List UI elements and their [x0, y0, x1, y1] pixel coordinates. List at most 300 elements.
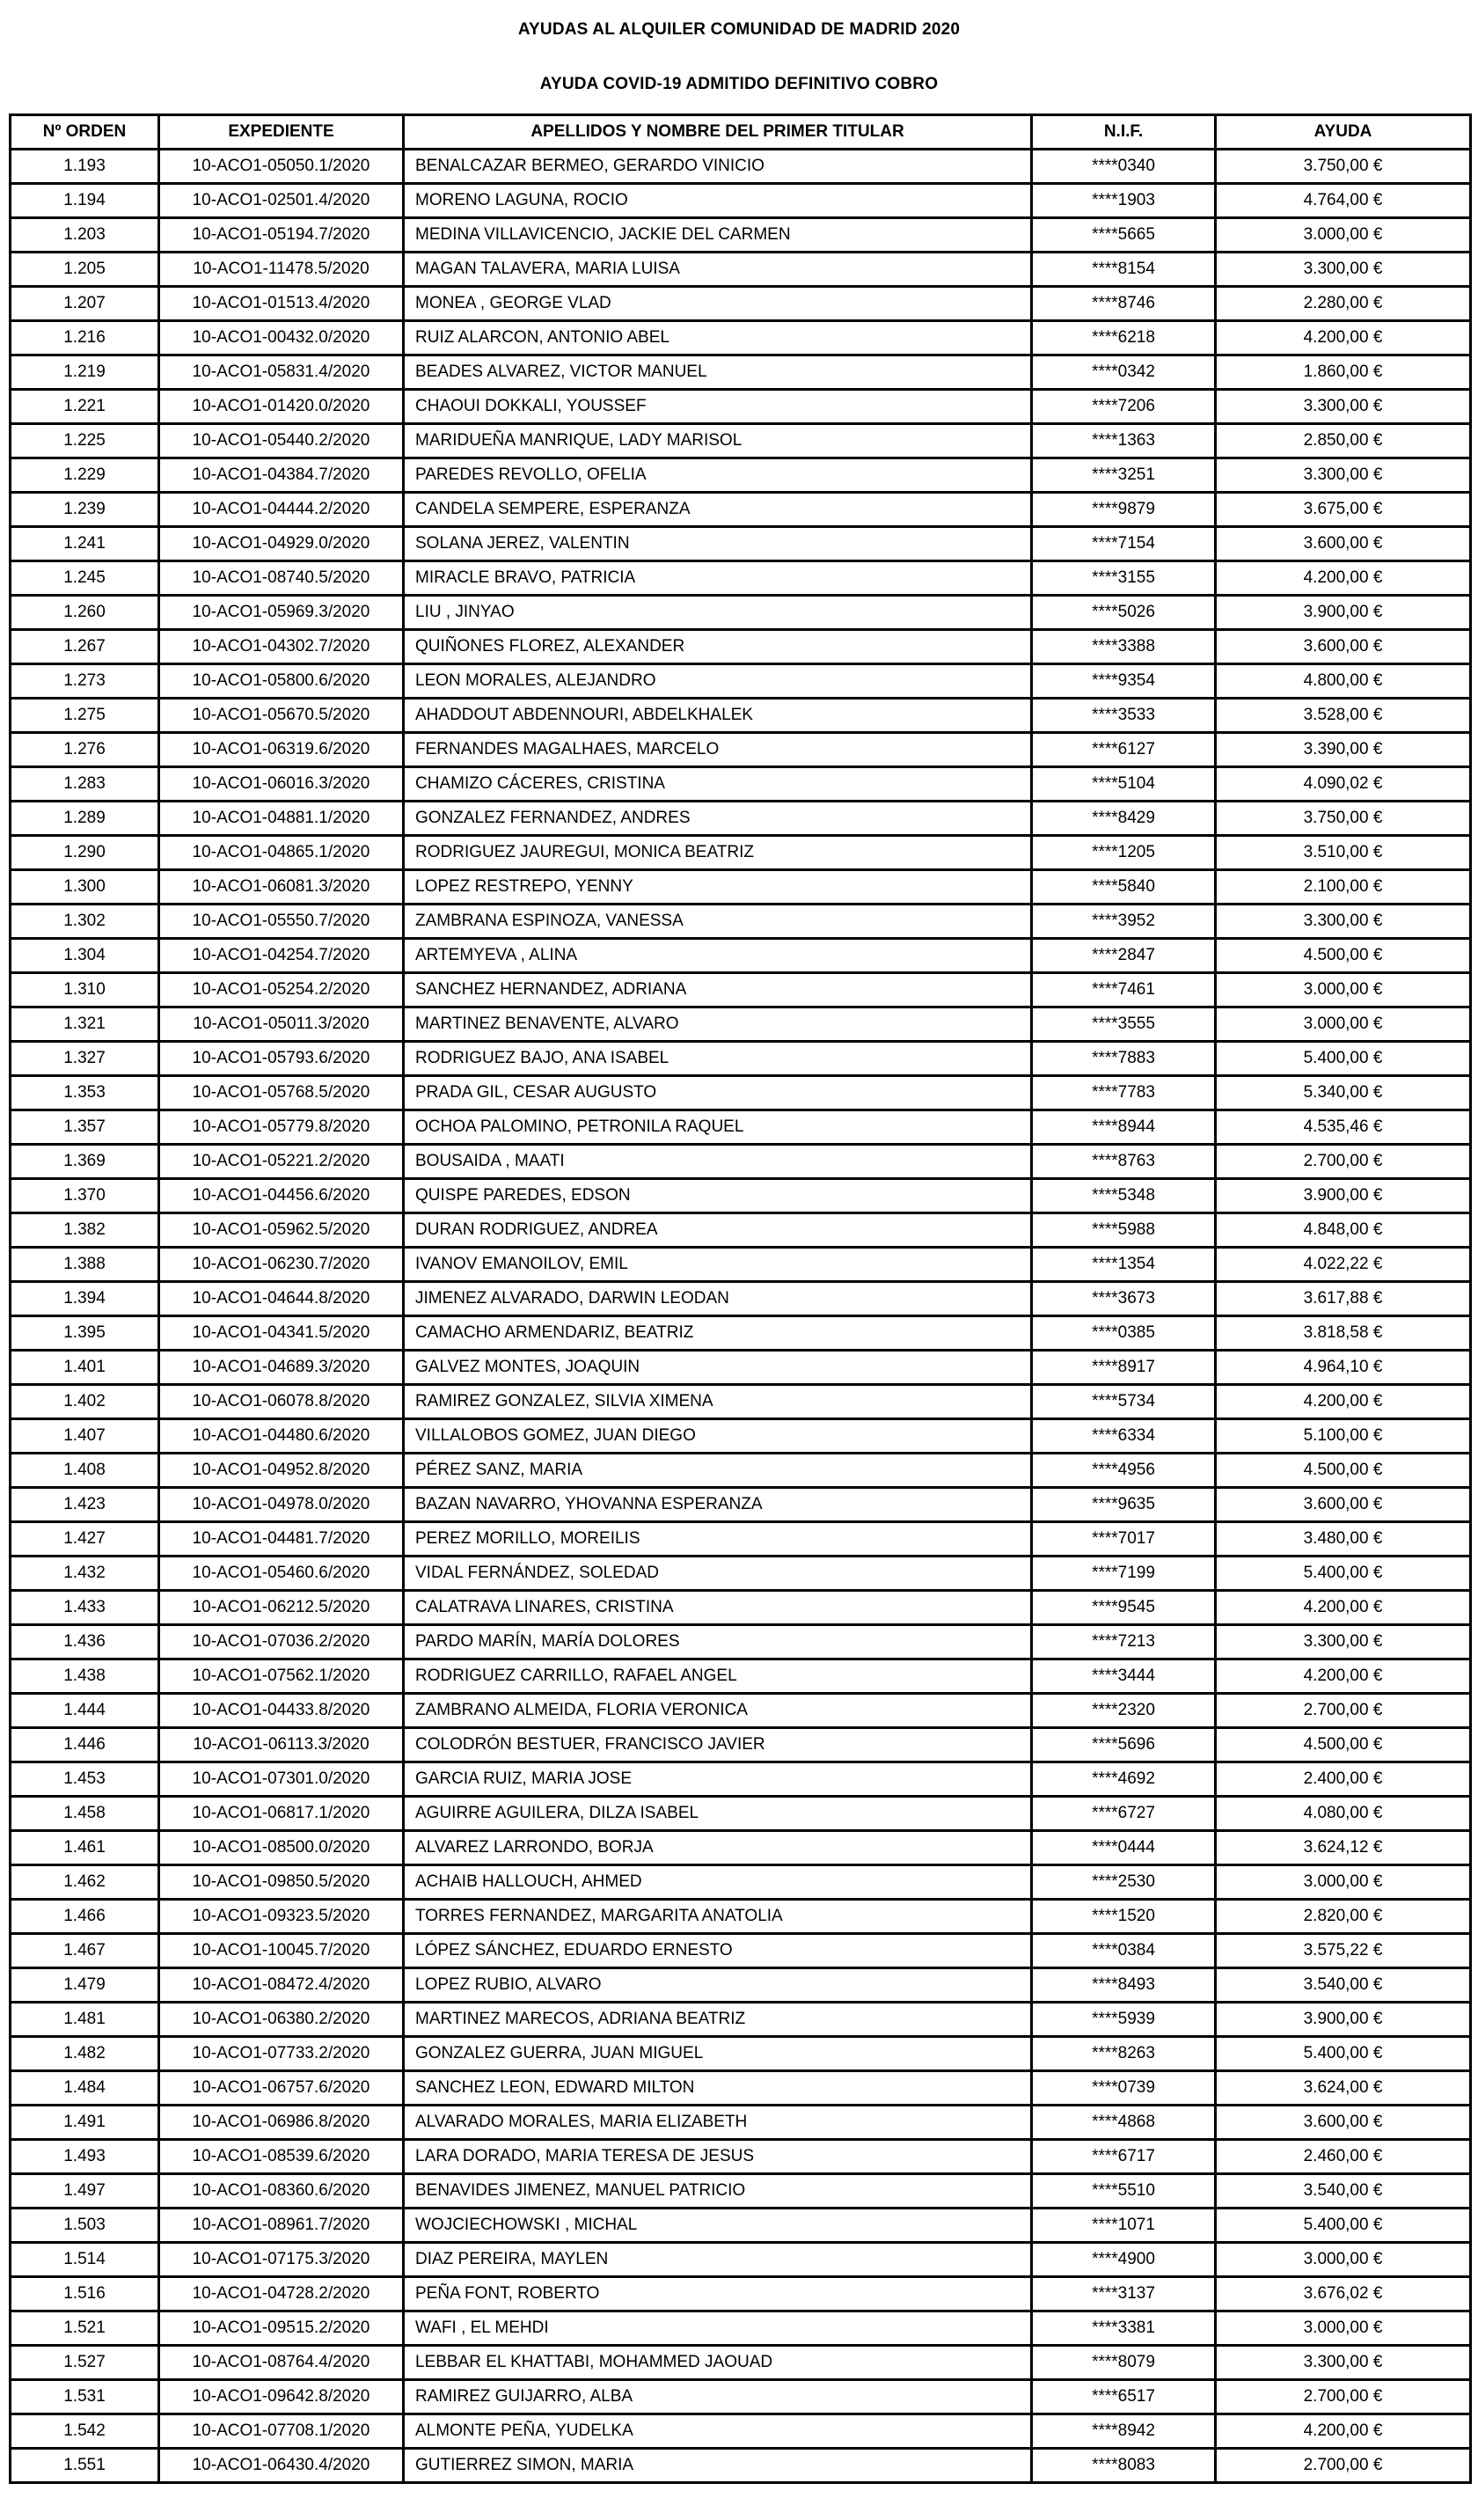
- cell-name: GUTIERREZ SIMON, MARIA: [404, 2449, 1032, 2483]
- cell-nif: ****0444: [1032, 1831, 1216, 1865]
- cell-expediente: 10-ACO1-09515.2/2020: [159, 2311, 404, 2346]
- cell-ayuda: 4.500,00 €: [1216, 1454, 1471, 1488]
- cell-name: ARTEMYEVA , ALINA: [404, 939, 1032, 973]
- cell-num-orden: 1.327: [11, 1042, 159, 1076]
- cell-name: SANCHEZ HERNANDEZ, ADRIANA: [404, 973, 1032, 1007]
- table-row: [11, 493, 1471, 527]
- cell-ayuda: 3.818,58 €: [1216, 1316, 1471, 1351]
- cell-name: LARA DORADO, MARIA TERESA DE JESUS: [404, 2140, 1032, 2174]
- cell-ayuda: 3.000,00 €: [1216, 1007, 1471, 1042]
- cell-expediente: 10-ACO1-06212.5/2020: [159, 1591, 404, 1625]
- cell-nif: ****9879: [1032, 493, 1216, 527]
- cell-nif: ****8944: [1032, 1110, 1216, 1145]
- cell-expediente: 10-ACO1-07708.1/2020: [159, 2414, 404, 2449]
- table-row: [11, 1076, 1471, 1110]
- cell-nif: ****0342: [1032, 355, 1216, 390]
- cell-expediente: 10-ACO1-05460.6/2020: [159, 1557, 404, 1591]
- cell-num-orden: 1.493: [11, 2140, 159, 2174]
- cell-nif: ****7213: [1032, 1625, 1216, 1659]
- cell-ayuda: 5.340,00 €: [1216, 1076, 1471, 1110]
- cell-ayuda: 4.500,00 €: [1216, 939, 1471, 973]
- page-subtitle: AYUDA COVID-19 ADMITIDO DEFINITIVO COBRO: [539, 75, 939, 93]
- cell-ayuda: 3.300,00 €: [1216, 905, 1471, 939]
- table-row: [11, 1145, 1471, 1179]
- cell-expediente: 10-ACO1-09323.5/2020: [159, 1900, 404, 1934]
- cell-name: DURAN RODRIGUEZ, ANDREA: [404, 1213, 1032, 1248]
- cell-name: FERNANDES MAGALHAES, MARCELO: [404, 733, 1032, 767]
- cell-expediente: 10-ACO1-05793.6/2020: [159, 1042, 404, 1076]
- cell-ayuda: 3.300,00 €: [1216, 1625, 1471, 1659]
- cell-nif: ****1903: [1032, 184, 1216, 218]
- cell-name: BAZAN NAVARRO, YHOVANNA ESPERANZA: [404, 1488, 1032, 1522]
- cell-name: LEBBAR EL KHATTABI, MOHAMMED JAOUAD: [404, 2346, 1032, 2380]
- cell-ayuda: 3.600,00 €: [1216, 1488, 1471, 1522]
- cell-num-orden: 1.300: [11, 870, 159, 905]
- cell-nif: ****5939: [1032, 2003, 1216, 2037]
- cell-name: MARIDUEÑA MANRIQUE, LADY MARISOL: [404, 424, 1032, 458]
- cell-ayuda: 5.400,00 €: [1216, 2037, 1471, 2071]
- table-row: [11, 1213, 1471, 1248]
- cell-nif: ****3137: [1032, 2277, 1216, 2311]
- cell-num-orden: 1.289: [11, 802, 159, 836]
- cell-expediente: 10-ACO1-05221.2/2020: [159, 1145, 404, 1179]
- table-row: [11, 527, 1471, 561]
- cell-ayuda: 2.400,00 €: [1216, 1762, 1471, 1797]
- cell-ayuda: 3.900,00 €: [1216, 1179, 1471, 1213]
- cell-ayuda: 5.400,00 €: [1216, 2209, 1471, 2243]
- table-row: [11, 1007, 1471, 1042]
- table-row: [11, 1351, 1471, 1385]
- cell-nif: ****3533: [1032, 699, 1216, 733]
- cell-expediente: 10-ACO1-05550.7/2020: [159, 905, 404, 939]
- cell-nif: ****1354: [1032, 1248, 1216, 1282]
- cell-name: DIAZ PEREIRA, MAYLEN: [404, 2243, 1032, 2277]
- cell-name: ZAMBRANA ESPINOZA, VANESSA: [404, 905, 1032, 939]
- cell-ayuda: 3.675,00 €: [1216, 493, 1471, 527]
- cell-name: RAMIREZ GUIJARRO, ALBA: [404, 2380, 1032, 2414]
- cell-nif: ****7883: [1032, 1042, 1216, 1076]
- cell-name: ALMONTE PEÑA, YUDELKA: [404, 2414, 1032, 2449]
- table-row: [11, 390, 1471, 424]
- cell-ayuda: 5.400,00 €: [1216, 1557, 1471, 1591]
- table-row: [11, 836, 1471, 870]
- cell-nif: ****7461: [1032, 973, 1216, 1007]
- cell-nif: ****3952: [1032, 905, 1216, 939]
- cell-nif: ****6727: [1032, 1797, 1216, 1831]
- cell-num-orden: 1.229: [11, 458, 159, 493]
- cell-name: LOPEZ RESTREPO, YENNY: [404, 870, 1032, 905]
- cell-num-orden: 1.216: [11, 321, 159, 355]
- cell-expediente: 10-ACO1-01420.0/2020: [159, 390, 404, 424]
- cell-nif: ****5026: [1032, 596, 1216, 630]
- cell-ayuda: 3.510,00 €: [1216, 836, 1471, 870]
- cell-num-orden: 1.302: [11, 905, 159, 939]
- cell-num-orden: 1.241: [11, 527, 159, 561]
- cell-num-orden: 1.207: [11, 287, 159, 321]
- cell-ayuda: 3.480,00 €: [1216, 1522, 1471, 1557]
- cell-ayuda: 3.528,00 €: [1216, 699, 1471, 733]
- cell-name: SOLANA JEREZ, VALENTIN: [404, 527, 1032, 561]
- cell-nif: ****5734: [1032, 1385, 1216, 1419]
- table-row: [11, 1968, 1471, 2003]
- cell-num-orden: 1.461: [11, 1831, 159, 1865]
- cell-nif: ****4692: [1032, 1762, 1216, 1797]
- cell-expediente: 10-ACO1-07036.2/2020: [159, 1625, 404, 1659]
- cell-expediente: 10-ACO1-05768.5/2020: [159, 1076, 404, 1110]
- cell-nif: ****6334: [1032, 1419, 1216, 1454]
- cell-name: GALVEZ MONTES, JOAQUIN: [404, 1351, 1032, 1385]
- cell-nif: ****7154: [1032, 527, 1216, 561]
- cell-nif: ****0340: [1032, 150, 1216, 184]
- cell-name: CALATRAVA LINARES, CRISTINA: [404, 1591, 1032, 1625]
- cell-num-orden: 1.382: [11, 1213, 159, 1248]
- cell-expediente: 10-ACO1-05254.2/2020: [159, 973, 404, 1007]
- cell-nif: ****3673: [1032, 1282, 1216, 1316]
- cell-ayuda: 3.390,00 €: [1216, 733, 1471, 767]
- cell-num-orden: 1.267: [11, 630, 159, 664]
- cell-nif: ****8917: [1032, 1351, 1216, 1385]
- cell-nif: ****9354: [1032, 664, 1216, 699]
- cell-num-orden: 1.497: [11, 2174, 159, 2209]
- cell-ayuda: 3.900,00 €: [1216, 2003, 1471, 2037]
- cell-name: MARTINEZ MARECOS, ADRIANA BEATRIZ: [404, 2003, 1032, 2037]
- table-row: [11, 1797, 1471, 1831]
- cell-ayuda: 2.820,00 €: [1216, 1900, 1471, 1934]
- cell-expediente: 10-ACO1-04456.6/2020: [159, 1179, 404, 1213]
- table-row: [11, 218, 1471, 253]
- cell-num-orden: 1.467: [11, 1934, 159, 1968]
- cell-ayuda: 2.460,00 €: [1216, 2140, 1471, 2174]
- table-row: [11, 1419, 1471, 1454]
- table-row: [11, 767, 1471, 802]
- cell-expediente: 10-ACO1-08961.7/2020: [159, 2209, 404, 2243]
- cell-num-orden: 1.453: [11, 1762, 159, 1797]
- table-row: [11, 1316, 1471, 1351]
- cell-nif: ****8746: [1032, 287, 1216, 321]
- cell-expediente: 10-ACO1-04978.0/2020: [159, 1488, 404, 1522]
- cell-expediente: 10-ACO1-04481.7/2020: [159, 1522, 404, 1557]
- cell-nif: ****5840: [1032, 870, 1216, 905]
- cell-expediente: 10-ACO1-05050.1/2020: [159, 150, 404, 184]
- table-row: [11, 1900, 1471, 1934]
- cell-name: OCHOA PALOMINO, PETRONILA RAQUEL: [404, 1110, 1032, 1145]
- cell-ayuda: 4.022,22 €: [1216, 1248, 1471, 1282]
- table-row: [11, 2037, 1471, 2071]
- cell-expediente: 10-ACO1-05011.3/2020: [159, 1007, 404, 1042]
- cell-expediente: 10-ACO1-04254.7/2020: [159, 939, 404, 973]
- cell-expediente: 10-ACO1-09642.8/2020: [159, 2380, 404, 2414]
- cell-ayuda: 3.000,00 €: [1216, 973, 1471, 1007]
- cell-expediente: 10-ACO1-06817.1/2020: [159, 1797, 404, 1831]
- table-row: [11, 1659, 1471, 1694]
- cell-nif: ****8154: [1032, 253, 1216, 287]
- cell-nif: ****8493: [1032, 1968, 1216, 2003]
- table-row: [11, 287, 1471, 321]
- cell-expediente: 10-ACO1-08500.0/2020: [159, 1831, 404, 1865]
- table-row: [11, 1591, 1471, 1625]
- cell-expediente: 10-ACO1-08539.6/2020: [159, 2140, 404, 2174]
- table-row: [11, 184, 1471, 218]
- cell-num-orden: 1.514: [11, 2243, 159, 2277]
- cell-name: MAGAN TALAVERA, MARIA LUISA: [404, 253, 1032, 287]
- cell-nif: ****8763: [1032, 1145, 1216, 1179]
- cell-num-orden: 1.432: [11, 1557, 159, 1591]
- cell-name: WAFI , EL MEHDI: [404, 2311, 1032, 2346]
- table-row: [11, 2209, 1471, 2243]
- cell-ayuda: 3.600,00 €: [1216, 630, 1471, 664]
- cell-ayuda: 3.540,00 €: [1216, 2174, 1471, 2209]
- cell-expediente: 10-ACO1-07733.2/2020: [159, 2037, 404, 2071]
- cell-nif: ****9545: [1032, 1591, 1216, 1625]
- cell-ayuda: 2.280,00 €: [1216, 287, 1471, 321]
- cell-name: RODRIGUEZ JAUREGUI, MONICA BEATRIZ: [404, 836, 1032, 870]
- cell-num-orden: 1.321: [11, 1007, 159, 1042]
- cell-nif: ****5348: [1032, 1179, 1216, 1213]
- cell-name: RAMIREZ GONZALEZ, SILVIA XIMENA: [404, 1385, 1032, 1419]
- cell-nif: ****5510: [1032, 2174, 1216, 2209]
- cell-name: TORRES FERNANDEZ, MARGARITA ANATOLIA: [404, 1900, 1032, 1934]
- cell-num-orden: 1.310: [11, 973, 159, 1007]
- cell-name: MONEA , GEORGE VLAD: [404, 287, 1032, 321]
- cell-name: GONZALEZ FERNANDEZ, ANDRES: [404, 802, 1032, 836]
- cell-num-orden: 1.194: [11, 184, 159, 218]
- table-row: [11, 561, 1471, 596]
- table-row: [11, 2071, 1471, 2106]
- cell-num-orden: 1.245: [11, 561, 159, 596]
- cell-name: LEON MORALES, ALEJANDRO: [404, 664, 1032, 699]
- cell-expediente: 10-ACO1-06081.3/2020: [159, 870, 404, 905]
- cell-ayuda: 3.300,00 €: [1216, 2346, 1471, 2380]
- cell-expediente: 10-ACO1-05962.5/2020: [159, 1213, 404, 1248]
- cell-nif: ****6717: [1032, 2140, 1216, 2174]
- table-row: [11, 2140, 1471, 2174]
- cell-ayuda: 2.700,00 €: [1216, 2380, 1471, 2414]
- cell-ayuda: 4.080,00 €: [1216, 1797, 1471, 1831]
- cell-expediente: 10-ACO1-00432.0/2020: [159, 321, 404, 355]
- cell-nif: ****3251: [1032, 458, 1216, 493]
- cell-name: JIMENEZ ALVARADO, DARWIN LEODAN: [404, 1282, 1032, 1316]
- cell-name: BENALCAZAR BERMEO, GERARDO VINICIO: [404, 150, 1032, 184]
- table-row: [11, 2311, 1471, 2346]
- cell-nif: ****3555: [1032, 1007, 1216, 1042]
- table-row: [11, 1625, 1471, 1659]
- cell-expediente: 10-ACO1-04728.2/2020: [159, 2277, 404, 2311]
- table-row: [11, 1762, 1471, 1797]
- cell-num-orden: 1.444: [11, 1694, 159, 1728]
- cell-num-orden: 1.388: [11, 1248, 159, 1282]
- cell-num-orden: 1.436: [11, 1625, 159, 1659]
- cell-name: MARTINEZ BENAVENTE, ALVARO: [404, 1007, 1032, 1042]
- cell-expediente: 10-ACO1-04881.1/2020: [159, 802, 404, 836]
- cell-expediente: 10-ACO1-06986.8/2020: [159, 2106, 404, 2140]
- table-row: [11, 150, 1471, 184]
- cell-ayuda: 3.624,12 €: [1216, 1831, 1471, 1865]
- cell-ayuda: 4.200,00 €: [1216, 1659, 1471, 1694]
- cell-nif: ****3388: [1032, 630, 1216, 664]
- cell-name: IVANOV EMANOILOV, EMIL: [404, 1248, 1032, 1282]
- cell-nif: ****2530: [1032, 1865, 1216, 1900]
- cell-num-orden: 1.225: [11, 424, 159, 458]
- cell-nif: ****0739: [1032, 2071, 1216, 2106]
- cell-nif: ****4868: [1032, 2106, 1216, 2140]
- cell-expediente: 10-ACO1-09850.5/2020: [159, 1865, 404, 1900]
- cell-ayuda: 3.540,00 €: [1216, 1968, 1471, 2003]
- cell-expediente: 10-ACO1-04433.8/2020: [159, 1694, 404, 1728]
- cell-name: RODRIGUEZ CARRILLO, RAFAEL ANGEL: [404, 1659, 1032, 1694]
- table-row: [11, 2174, 1471, 2209]
- cell-num-orden: 1.205: [11, 253, 159, 287]
- cell-nif: ****9635: [1032, 1488, 1216, 1522]
- cell-num-orden: 1.479: [11, 1968, 159, 2003]
- cell-nif: ****7017: [1032, 1522, 1216, 1557]
- cell-nif: ****6218: [1032, 321, 1216, 355]
- cell-expediente: 10-ACO1-01513.4/2020: [159, 287, 404, 321]
- cell-ayuda: 4.964,10 €: [1216, 1351, 1471, 1385]
- cell-expediente: 10-ACO1-07175.3/2020: [159, 2243, 404, 2277]
- grants-table: [9, 114, 1472, 2484]
- header-num-orden: Nº ORDEN: [11, 115, 159, 150]
- table-row: [11, 1454, 1471, 1488]
- cell-expediente: 10-ACO1-05779.8/2020: [159, 1110, 404, 1145]
- cell-name: GONZALEZ GUERRA, JUAN MIGUEL: [404, 2037, 1032, 2071]
- cell-ayuda: 5.100,00 €: [1216, 1419, 1471, 1454]
- cell-num-orden: 1.531: [11, 2380, 159, 2414]
- cell-expediente: 10-ACO1-08764.4/2020: [159, 2346, 404, 2380]
- cell-nif: ****1520: [1032, 1900, 1216, 1934]
- table-row: [11, 1248, 1471, 1282]
- cell-num-orden: 1.466: [11, 1900, 159, 1934]
- cell-ayuda: 3.600,00 €: [1216, 2106, 1471, 2140]
- cell-num-orden: 1.484: [11, 2071, 159, 2106]
- table-row: [11, 1831, 1471, 1865]
- cell-num-orden: 1.290: [11, 836, 159, 870]
- cell-expediente: 10-ACO1-04480.6/2020: [159, 1419, 404, 1454]
- page-title: AYUDAS AL ALQUILER COMUNIDAD DE MADRID 2020: [517, 20, 961, 39]
- cell-name: ZAMBRANO ALMEIDA, FLORIA VERONICA: [404, 1694, 1032, 1728]
- cell-num-orden: 1.283: [11, 767, 159, 802]
- cell-ayuda: 3.000,00 €: [1216, 218, 1471, 253]
- cell-expediente: 10-ACO1-04865.1/2020: [159, 836, 404, 870]
- table-row: [11, 1488, 1471, 1522]
- cell-nif: ****5665: [1032, 218, 1216, 253]
- table-row: [11, 802, 1471, 836]
- cell-num-orden: 1.402: [11, 1385, 159, 1419]
- table-row: [11, 2414, 1471, 2449]
- cell-num-orden: 1.275: [11, 699, 159, 733]
- table-row: [11, 2277, 1471, 2311]
- cell-nif: ****1363: [1032, 424, 1216, 458]
- table-row: [11, 355, 1471, 390]
- table-row: [11, 2106, 1471, 2140]
- cell-expediente: 10-ACO1-08472.4/2020: [159, 1968, 404, 2003]
- cell-expediente: 10-ACO1-06230.7/2020: [159, 1248, 404, 1282]
- cell-expediente: 10-ACO1-07301.0/2020: [159, 1762, 404, 1797]
- cell-nif: ****7199: [1032, 1557, 1216, 1591]
- cell-name: PAREDES REVOLLO, OFELIA: [404, 458, 1032, 493]
- cell-nif: ****4900: [1032, 2243, 1216, 2277]
- cell-name: ACHAIB HALLOUCH, AHMED: [404, 1865, 1032, 1900]
- cell-nif: ****0385: [1032, 1316, 1216, 1351]
- cell-ayuda: 4.535,46 €: [1216, 1110, 1471, 1145]
- cell-num-orden: 1.516: [11, 2277, 159, 2311]
- cell-expediente: 10-ACO1-05440.2/2020: [159, 424, 404, 458]
- cell-nif: ****7206: [1032, 390, 1216, 424]
- cell-ayuda: 4.200,00 €: [1216, 561, 1471, 596]
- cell-name: RUIZ ALARCON, ANTONIO ABEL: [404, 321, 1032, 355]
- cell-expediente: 10-ACO1-11478.5/2020: [159, 253, 404, 287]
- cell-expediente: 10-ACO1-02501.4/2020: [159, 184, 404, 218]
- table-row: [11, 973, 1471, 1007]
- cell-num-orden: 1.503: [11, 2209, 159, 2243]
- cell-name: CHAMIZO CÁCERES, CRISTINA: [404, 767, 1032, 802]
- table-row: [11, 1934, 1471, 1968]
- cell-name: PÉREZ SANZ, MARIA: [404, 1454, 1032, 1488]
- cell-expediente: 10-ACO1-04644.8/2020: [159, 1282, 404, 1316]
- table-header: [11, 115, 1471, 150]
- cell-num-orden: 1.353: [11, 1076, 159, 1110]
- cell-expediente: 10-ACO1-06757.6/2020: [159, 2071, 404, 2106]
- cell-num-orden: 1.446: [11, 1728, 159, 1762]
- cell-num-orden: 1.239: [11, 493, 159, 527]
- cell-num-orden: 1.357: [11, 1110, 159, 1145]
- cell-nif: ****7783: [1032, 1076, 1216, 1110]
- cell-ayuda: 4.200,00 €: [1216, 321, 1471, 355]
- cell-name: SANCHEZ LEON, EDWARD MILTON: [404, 2071, 1032, 2106]
- header-apellidos-nombre: APELLIDOS Y NOMBRE DEL PRIMER TITULAR: [404, 115, 1032, 150]
- table-row: [11, 424, 1471, 458]
- table-row: [11, 1728, 1471, 1762]
- cell-expediente: 10-ACO1-04952.8/2020: [159, 1454, 404, 1488]
- cell-nif: ****5696: [1032, 1728, 1216, 1762]
- cell-num-orden: 1.273: [11, 664, 159, 699]
- cell-ayuda: 4.200,00 €: [1216, 1591, 1471, 1625]
- cell-expediente: 10-ACO1-04302.7/2020: [159, 630, 404, 664]
- cell-ayuda: 3.676,02 €: [1216, 2277, 1471, 2311]
- cell-ayuda: 2.700,00 €: [1216, 1145, 1471, 1179]
- cell-ayuda: 3.300,00 €: [1216, 390, 1471, 424]
- cell-name: LOPEZ RUBIO, ALVARO: [404, 1968, 1032, 2003]
- cell-nif: ****5104: [1032, 767, 1216, 802]
- cell-name: BENAVIDES JIMENEZ, MANUEL PATRICIO: [404, 2174, 1032, 2209]
- cell-name: PRADA GIL, CESAR AUGUSTO: [404, 1076, 1032, 1110]
- cell-ayuda: 3.750,00 €: [1216, 802, 1471, 836]
- cell-name: AGUIRRE AGUILERA, DILZA ISABEL: [404, 1797, 1032, 1831]
- cell-ayuda: 5.400,00 €: [1216, 1042, 1471, 1076]
- table-row: [11, 2380, 1471, 2414]
- cell-num-orden: 1.462: [11, 1865, 159, 1900]
- cell-name: CAMACHO ARMENDARIZ, BEATRIZ: [404, 1316, 1032, 1351]
- table-row: [11, 2449, 1471, 2483]
- table-row: [11, 2243, 1471, 2277]
- cell-expediente: 10-ACO1-06113.3/2020: [159, 1728, 404, 1762]
- cell-nif: ****3155: [1032, 561, 1216, 596]
- table-row: [11, 1110, 1471, 1145]
- table-row: [11, 1385, 1471, 1419]
- cell-num-orden: 1.551: [11, 2449, 159, 2483]
- cell-expediente: 10-ACO1-04384.7/2020: [159, 458, 404, 493]
- cell-num-orden: 1.482: [11, 2037, 159, 2071]
- cell-name: MIRACLE BRAVO, PATRICIA: [404, 561, 1032, 596]
- cell-ayuda: 4.500,00 €: [1216, 1728, 1471, 1762]
- cell-ayuda: 3.617,88 €: [1216, 1282, 1471, 1316]
- cell-nif: ****8429: [1032, 802, 1216, 836]
- cell-name: ALVAREZ LARRONDO, BORJA: [404, 1831, 1032, 1865]
- cell-num-orden: 1.193: [11, 150, 159, 184]
- table-row: [11, 870, 1471, 905]
- cell-num-orden: 1.491: [11, 2106, 159, 2140]
- table-row: [11, 596, 1471, 630]
- table-row: [11, 939, 1471, 973]
